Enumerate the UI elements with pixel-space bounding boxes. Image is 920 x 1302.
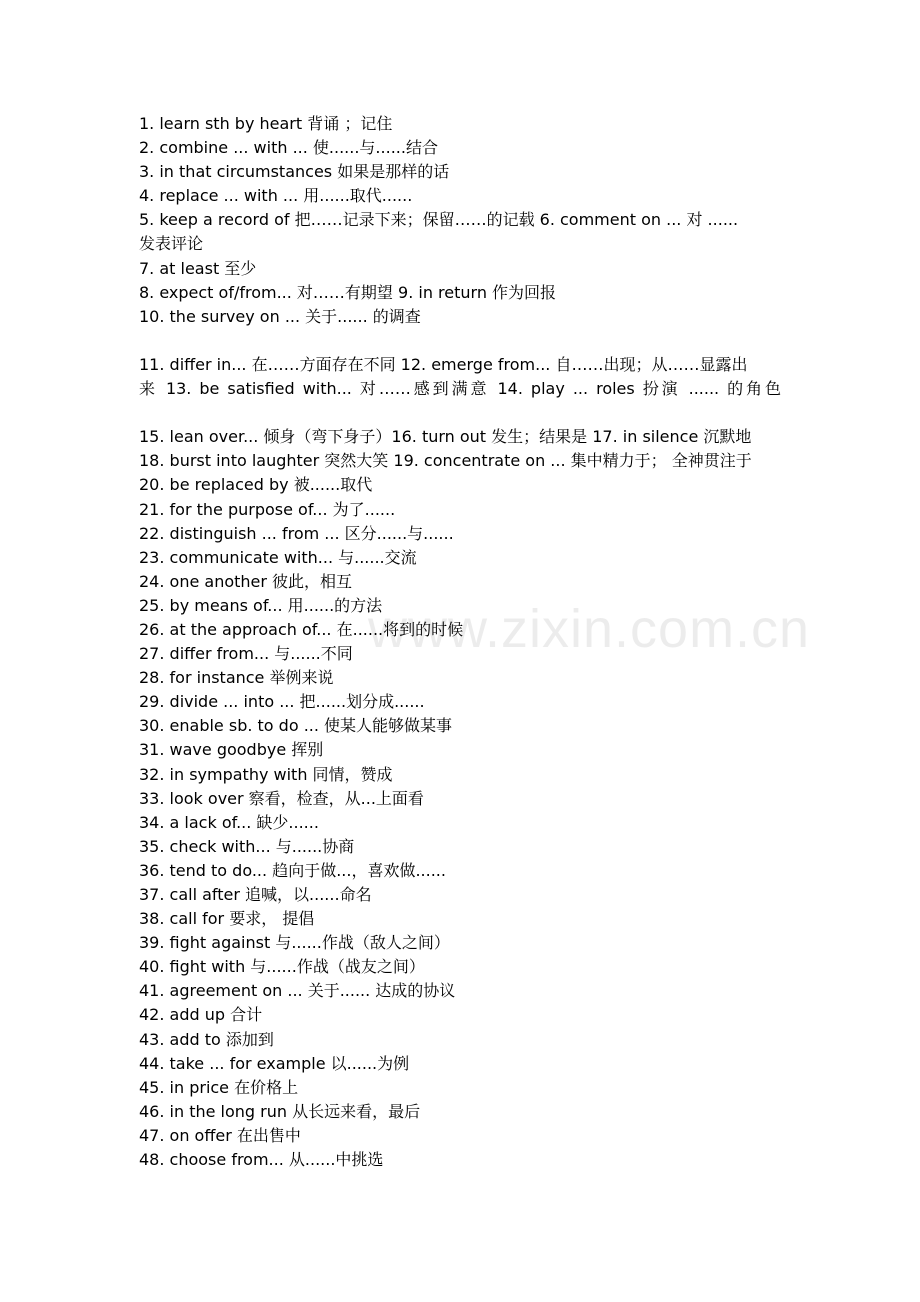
list-item: 1. learn sth by heart 背诵 ；记住 (139, 114, 393, 133)
list-item: 20. be replaced by 被......取代 (139, 475, 373, 495)
list-item: 46. in the long run 从长远来看，最后 (139, 1101, 421, 1121)
list-item: 27. differ from... 与......不同 (139, 644, 353, 664)
list-item: 45. in price 在价格上 (139, 1077, 299, 1097)
list-item: 来 13. be satisfied with... 对……感到满意 14. play ... roles 扮演 ...... 的角色 (139, 379, 781, 399)
list-item: 31. wave goodbye 挥别 (139, 740, 324, 760)
list-item: 5. keep a record of 把……记录下来；保留……的记载 6. comment on ... 对 ...... (139, 210, 739, 230)
list-item: 8. expect of/from... 对……有期望 9. in return 作为回报 (139, 282, 557, 302)
list-item: 34. a lack of... 缺少...... (139, 812, 319, 832)
list-item: 11. differ in... 在……方面存在不同 12. emerge from... 自……出现；从……显露出 (139, 354, 748, 374)
list-item: 39. fight against 与......作战（敌人之间） (139, 933, 450, 953)
list-item: 30. enable sb. to do ... 使某人能够做某事 (139, 716, 453, 736)
list-item: 7. at least 至少 (139, 258, 257, 278)
list-item: 43. add to 添加到 (139, 1029, 274, 1049)
list-item: 47. on offer 在出售中 (139, 1125, 301, 1145)
list-item: 22. distinguish ... from ... 区分......与...... (139, 523, 454, 543)
list-item: 41. agreement on ... 关于...... 达成的协议 (139, 981, 456, 1001)
list-item: 发表评论 (139, 234, 204, 254)
list-item: 33. look over 察看，检查，从...上面看 (139, 788, 424, 808)
list-item: 37. call after 追喊，以......命名 (139, 885, 372, 904)
list-item: 40. fight with 与......作战（战友之间） (139, 957, 425, 977)
list-item: 36. tend to do... 趋向于做...，喜欢做...... (139, 860, 446, 880)
list-item: 24. one another 彼此，相互 (139, 571, 353, 591)
blank-line (139, 329, 781, 353)
list-item: 18. burst into laughter 突然大笑 19. concentrate on ... 集中精力于； 全神贯注于 (139, 451, 752, 471)
list-item: 25. by means of... 用......的方法 (139, 595, 383, 615)
list-item: 38. call for 要求， 提倡 (139, 909, 315, 929)
blank-line (139, 401, 781, 425)
list-item: 28. for instance 举例来说 (139, 668, 334, 688)
list-item: 2. combine ... with ... 使......与......结合 (139, 138, 438, 158)
list-item: 42. add up 合计 (139, 1005, 263, 1025)
watermark: www.zixin.com.cn (368, 599, 811, 659)
list-item: 32. in sympathy with 同情，赞成 (139, 764, 393, 784)
list-item: 29. divide ... into ... 把......划分成...... (139, 692, 425, 712)
list-item: 21. for the purpose of... 为了...... (139, 499, 396, 519)
list-item: 48. choose from... 从......中挑选 (139, 1150, 384, 1170)
list-item: 15. lean over... 倾身（弯下身子）16. turn out 发生；结果是 17. in silence 沉默地 (139, 427, 752, 447)
list-item: 10. the survey on ... 关于...... 的调查 (139, 306, 421, 326)
list-item: 44. take ... for example 以......为例 (139, 1053, 410, 1073)
list-item: 23. communicate with... 与......交流 (139, 547, 417, 567)
list-item: 35. check with... 与......协商 (139, 836, 355, 856)
list-item: 4. replace ... with ... 用......取代...... (139, 186, 413, 206)
phrase-list (139, 112, 781, 1172)
list-item: 26. at the approach of... 在......将到的时候 (139, 619, 464, 639)
list-item: 3. in that circumstances 如果是那样的话 (139, 162, 450, 182)
